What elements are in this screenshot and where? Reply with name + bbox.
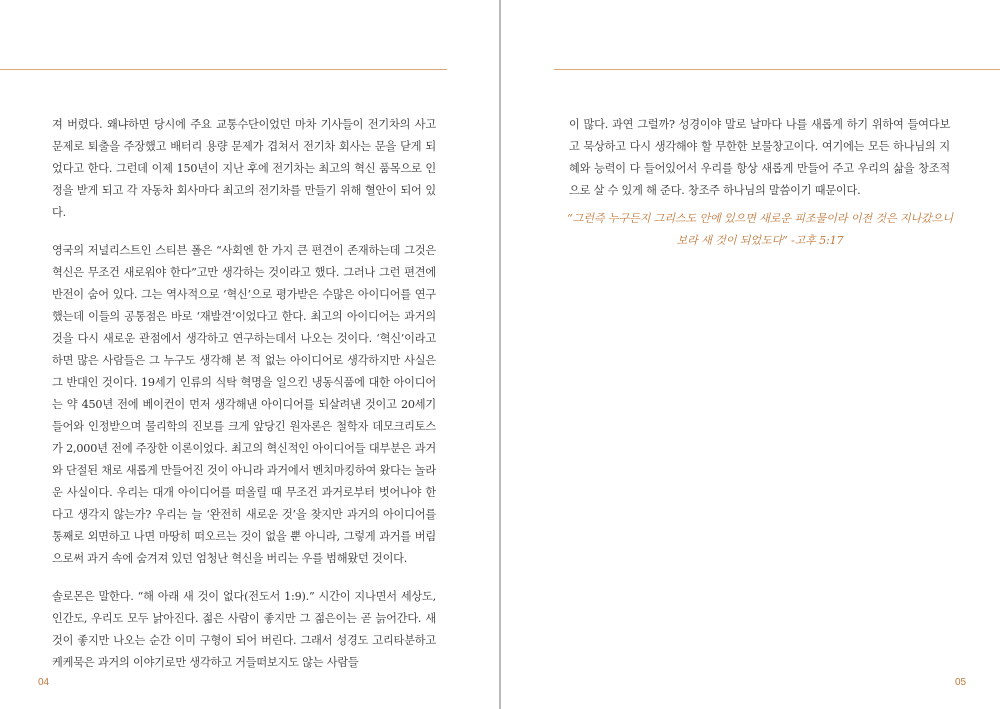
header-rule — [0, 69, 447, 70]
scripture-quote: “그런즉 누구든지 그리스도 안에 있으면 새로운 피조물이라 이전 것은 지나갔으니 보라 새 것이 되었도다” -고후 5:17 — [567, 212, 953, 247]
paragraph: 이 많다. 과연 그럴까? 성경이야 말로 날마다 나를 새롭게 하기 위하여 들여다보고 묵상하고 다시 생각해야 할 무한한 보물창고이다. 여기에는 모든 하나님의 지혜와 능력이 다 들어있어서 우리를 항상 새롭게 만들어 주고 우리의 삶을 창조적으로 살 수 있게 해 준다. 창조주 하나님의 말씀이기 때문이다. — [569, 118, 950, 197]
paragraph: 져 버렸다. 왜냐하면 당시에 주요 교통수단이었던 마차 기사들이 전기차의 사고 문제로 퇴출을 주장했고 배터리 용량 문제가 겹쳐서 전기차 회사는 문을 닫게 되었다고 한다. 그런데 이제 150년이 지난 후에 전기차는 최고의 혁신 품목으로 인정을 받게 되고 각 자동차 회사마다 최고의 전기차를 만들기 위해 혈안이 되어 있다. — [52, 118, 436, 219]
paragraph: 솔로몬은 말한다. “해 아래 새 것이 없다(전도서 1:9).” 시간이 지나면서 세상도, 인간도, 우리도 모두 낡아진다. 젊은 사람이 좋지만 그 젊은이는 곧 늙어간다. 새 것이 좋지만 나오는 순간 이미 구형이 되어 버린다. 그래서 성경도 고리타분하고 케케묵은 과거의 이야기로만 생각하고 거들떠보지도 않는 사람들 — [52, 590, 436, 669]
header-rule — [554, 69, 1000, 70]
page-number: 04 — [38, 677, 50, 688]
page-number: 05 — [955, 677, 967, 688]
body-text — [52, 114, 436, 690]
right-page — [501, 0, 1000, 709]
paragraph: 영국의 저널리스트인 스티븐 폴은 “사회엔 한 가지 큰 편견이 존재하는데 그것은 혁신은 무조건 새로워야 한다”고만 생각하는 것이라고 했다. 그러나 그런 편견에 반전이 숨어 있다. 그는 역사적으로 ‘혁신’으로 평가받은 수많은 아이디어를 연구했는데 이들의 공통점은 바로 ‘재발견’이었다고 한다. 최고의 아이디어는 과거의 것을 다시 새로운 관점에서 생각하고 연구하는데서 나오는 것이다. ‘혁신’이라고 하면 많은 사람들은 그 누구도 생각해 본 적 없는 아이디어로 생각하지만 사실은 그 반대인 것이다. 19세기 인류의 식탁 혁명을 일으킨 냉동식품에 대한 아이디어는 약 450년 전에 베이컨이 먼저 생각해낸 아이디어를 되살려낸 것이고 20세기 들어와 인정받으며 물리학의 진보를 크게 앞당긴 원자론은 철학자 데모크리토스가 2,000년 전에 주장한 이론이었다. 최고의 혁신적인 아이디어들 대부분은 과거와 단절된 채로 새롭게 만들어진 것이 아니라 과거에서 벤치마킹하여 왔다는 놀라운 사실이다. 우리는 대개 아이디어를 떠올릴 때 무조건 과거로부터 벗어나야 한다고 생각지 않는가? 우리는 늘 ‘완전히 새로운 것’을 찾지만 과거의 아이디어를 통째로 외면하고 나면 마땅히 떠오르는 것이 없을 뿐 아니라, 그렇게 과거를 버림으로써 과거 속에 숨겨져 있던 엄청난 혁신을 버리는 우를 범해왔던 것이다. — [52, 244, 436, 565]
body-text — [569, 114, 950, 218]
